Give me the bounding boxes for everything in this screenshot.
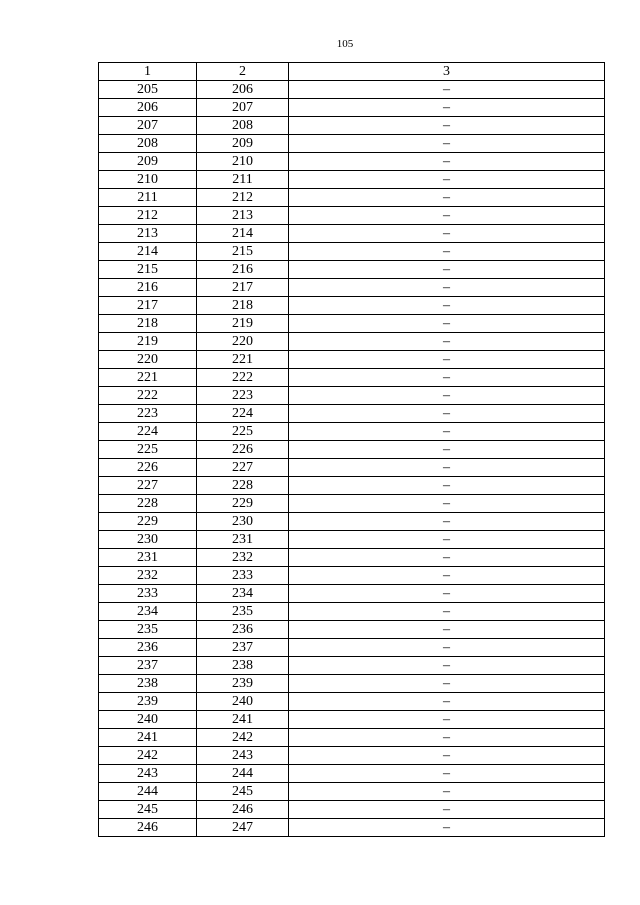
table-cell: 213	[197, 207, 289, 225]
table-cell: 219	[99, 333, 197, 351]
table-cell: –	[289, 729, 605, 747]
table-cell: 235	[99, 621, 197, 639]
table-cell: –	[289, 675, 605, 693]
table-row	[99, 243, 605, 261]
table-cell: –	[289, 657, 605, 675]
table-cell: –	[289, 531, 605, 549]
table-cell: 208	[197, 117, 289, 135]
table-row	[99, 423, 605, 441]
table-cell: 217	[197, 279, 289, 297]
table-cell: –	[289, 513, 605, 531]
table-cell: 237	[99, 657, 197, 675]
table-row	[99, 693, 605, 711]
table-cell: 237	[197, 639, 289, 657]
table-cell: –	[289, 603, 605, 621]
table-row	[99, 153, 605, 171]
table-cell: 221	[99, 369, 197, 387]
table-cell: –	[289, 711, 605, 729]
table-cell: 226	[197, 441, 289, 459]
table-cell: –	[289, 693, 605, 711]
table-cell: 206	[197, 81, 289, 99]
table-cell: 218	[99, 315, 197, 333]
table-cell: –	[289, 477, 605, 495]
table-cell: 246	[99, 819, 197, 837]
table-row	[99, 405, 605, 423]
data-table	[98, 62, 605, 837]
table-row	[99, 81, 605, 99]
table-cell: –	[289, 747, 605, 765]
table-row	[99, 531, 605, 549]
table-row	[99, 801, 605, 819]
table-row	[99, 639, 605, 657]
table-row	[99, 333, 605, 351]
table-cell: 205	[99, 81, 197, 99]
table-cell: 227	[197, 459, 289, 477]
table-cell: 228	[197, 477, 289, 495]
table-cell: –	[289, 567, 605, 585]
table-cell: 238	[99, 675, 197, 693]
table-cell: –	[289, 621, 605, 639]
column-header: 1	[99, 63, 197, 81]
table-row	[99, 603, 605, 621]
table-cell: –	[289, 423, 605, 441]
table-cell: 223	[99, 405, 197, 423]
table-row	[99, 783, 605, 801]
table-cell: 210	[197, 153, 289, 171]
table-cell: 211	[197, 171, 289, 189]
table-cell: 227	[99, 477, 197, 495]
table-row	[99, 387, 605, 405]
table-cell: 229	[99, 513, 197, 531]
table-cell: 244	[197, 765, 289, 783]
table-cell: 247	[197, 819, 289, 837]
table-cell: –	[289, 405, 605, 423]
table-cell: –	[289, 297, 605, 315]
table-cell: –	[289, 549, 605, 567]
table-cell: 243	[197, 747, 289, 765]
table-cell: –	[289, 315, 605, 333]
table-cell: –	[289, 117, 605, 135]
table-cell: 215	[99, 261, 197, 279]
table-row	[99, 315, 605, 333]
table-cell: 218	[197, 297, 289, 315]
table-cell: –	[289, 819, 605, 837]
table-cell: –	[289, 225, 605, 243]
table-row	[99, 225, 605, 243]
table-cell: 233	[99, 585, 197, 603]
column-header: 3	[289, 63, 605, 81]
table-row	[99, 279, 605, 297]
table-cell: –	[289, 801, 605, 819]
table-cell: 228	[99, 495, 197, 513]
table-cell: 208	[99, 135, 197, 153]
table-cell: –	[289, 243, 605, 261]
table-cell: –	[289, 189, 605, 207]
table-cell: 236	[99, 639, 197, 657]
table-cell: 231	[197, 531, 289, 549]
table-cell: 242	[197, 729, 289, 747]
table-header-row	[99, 63, 605, 81]
table-cell: 214	[99, 243, 197, 261]
table-cell: 246	[197, 801, 289, 819]
table-cell: 226	[99, 459, 197, 477]
table-cell: –	[289, 369, 605, 387]
table-cell: 207	[197, 99, 289, 117]
table-cell: 212	[99, 207, 197, 225]
table-cell: 220	[197, 333, 289, 351]
table-cell: 217	[99, 297, 197, 315]
table-cell: –	[289, 585, 605, 603]
table-cell: –	[289, 171, 605, 189]
table-cell: 216	[99, 279, 197, 297]
table-cell: 239	[197, 675, 289, 693]
table-cell: 232	[99, 567, 197, 585]
table-row	[99, 513, 605, 531]
table-cell: 235	[197, 603, 289, 621]
table-row	[99, 495, 605, 513]
table-row	[99, 207, 605, 225]
table-cell: 222	[197, 369, 289, 387]
table-cell: 209	[197, 135, 289, 153]
table-cell: 230	[197, 513, 289, 531]
table-body	[99, 81, 605, 837]
table-cell: 240	[197, 693, 289, 711]
table-cell: –	[289, 99, 605, 117]
table-cell: 225	[197, 423, 289, 441]
table-row	[99, 567, 605, 585]
table-cell: 220	[99, 351, 197, 369]
table-row	[99, 369, 605, 387]
table-cell: –	[289, 81, 605, 99]
table-cell: 238	[197, 657, 289, 675]
table-row	[99, 261, 605, 279]
table-cell: 209	[99, 153, 197, 171]
table-row	[99, 117, 605, 135]
table-cell: 206	[99, 99, 197, 117]
table-cell: 245	[99, 801, 197, 819]
table-row	[99, 351, 605, 369]
table-cell: 224	[99, 423, 197, 441]
table-cell: –	[289, 639, 605, 657]
table-cell: 214	[197, 225, 289, 243]
table-row	[99, 819, 605, 837]
table-cell: 207	[99, 117, 197, 135]
table-row	[99, 297, 605, 315]
table-cell: 244	[99, 783, 197, 801]
table-row	[99, 657, 605, 675]
table-cell: 225	[99, 441, 197, 459]
table-cell: –	[289, 351, 605, 369]
table-cell: 221	[197, 351, 289, 369]
table-cell: 240	[99, 711, 197, 729]
table-row	[99, 675, 605, 693]
table-cell: 215	[197, 243, 289, 261]
table-row	[99, 729, 605, 747]
table-cell: –	[289, 333, 605, 351]
table-cell: –	[289, 153, 605, 171]
table-row	[99, 747, 605, 765]
table-cell: 219	[197, 315, 289, 333]
table-cell: 211	[99, 189, 197, 207]
table-cell: 230	[99, 531, 197, 549]
column-header: 2	[197, 63, 289, 81]
table-row	[99, 765, 605, 783]
table-cell: –	[289, 207, 605, 225]
table-cell: –	[289, 279, 605, 297]
table-row	[99, 189, 605, 207]
table-cell: 234	[99, 603, 197, 621]
table-cell: 222	[99, 387, 197, 405]
table-cell: 239	[99, 693, 197, 711]
table-cell: –	[289, 459, 605, 477]
table-row	[99, 99, 605, 117]
table-row	[99, 477, 605, 495]
table-cell: –	[289, 783, 605, 801]
table-cell: 241	[197, 711, 289, 729]
table-cell: 216	[197, 261, 289, 279]
table-cell: 223	[197, 387, 289, 405]
table-row	[99, 549, 605, 567]
table-cell: –	[289, 261, 605, 279]
table-cell: 210	[99, 171, 197, 189]
table-cell: 224	[197, 405, 289, 423]
table-cell: –	[289, 765, 605, 783]
table-cell: 241	[99, 729, 197, 747]
table-row	[99, 621, 605, 639]
table-row	[99, 585, 605, 603]
table-cell: 229	[197, 495, 289, 513]
table-cell: 245	[197, 783, 289, 801]
table-cell: 242	[99, 747, 197, 765]
table-cell: 243	[99, 765, 197, 783]
table-row	[99, 711, 605, 729]
table-cell: –	[289, 135, 605, 153]
table-cell: 233	[197, 567, 289, 585]
table-cell: –	[289, 495, 605, 513]
table-cell: 231	[99, 549, 197, 567]
table-cell: 212	[197, 189, 289, 207]
table-cell: –	[289, 441, 605, 459]
table-cell: 213	[99, 225, 197, 243]
table-cell: –	[289, 387, 605, 405]
table-row	[99, 171, 605, 189]
table-cell: 236	[197, 621, 289, 639]
table-cell: 232	[197, 549, 289, 567]
table-cell: 234	[197, 585, 289, 603]
page-number: 105	[336, 38, 354, 50]
table-row	[99, 135, 605, 153]
table-row	[99, 441, 605, 459]
table-row	[99, 459, 605, 477]
